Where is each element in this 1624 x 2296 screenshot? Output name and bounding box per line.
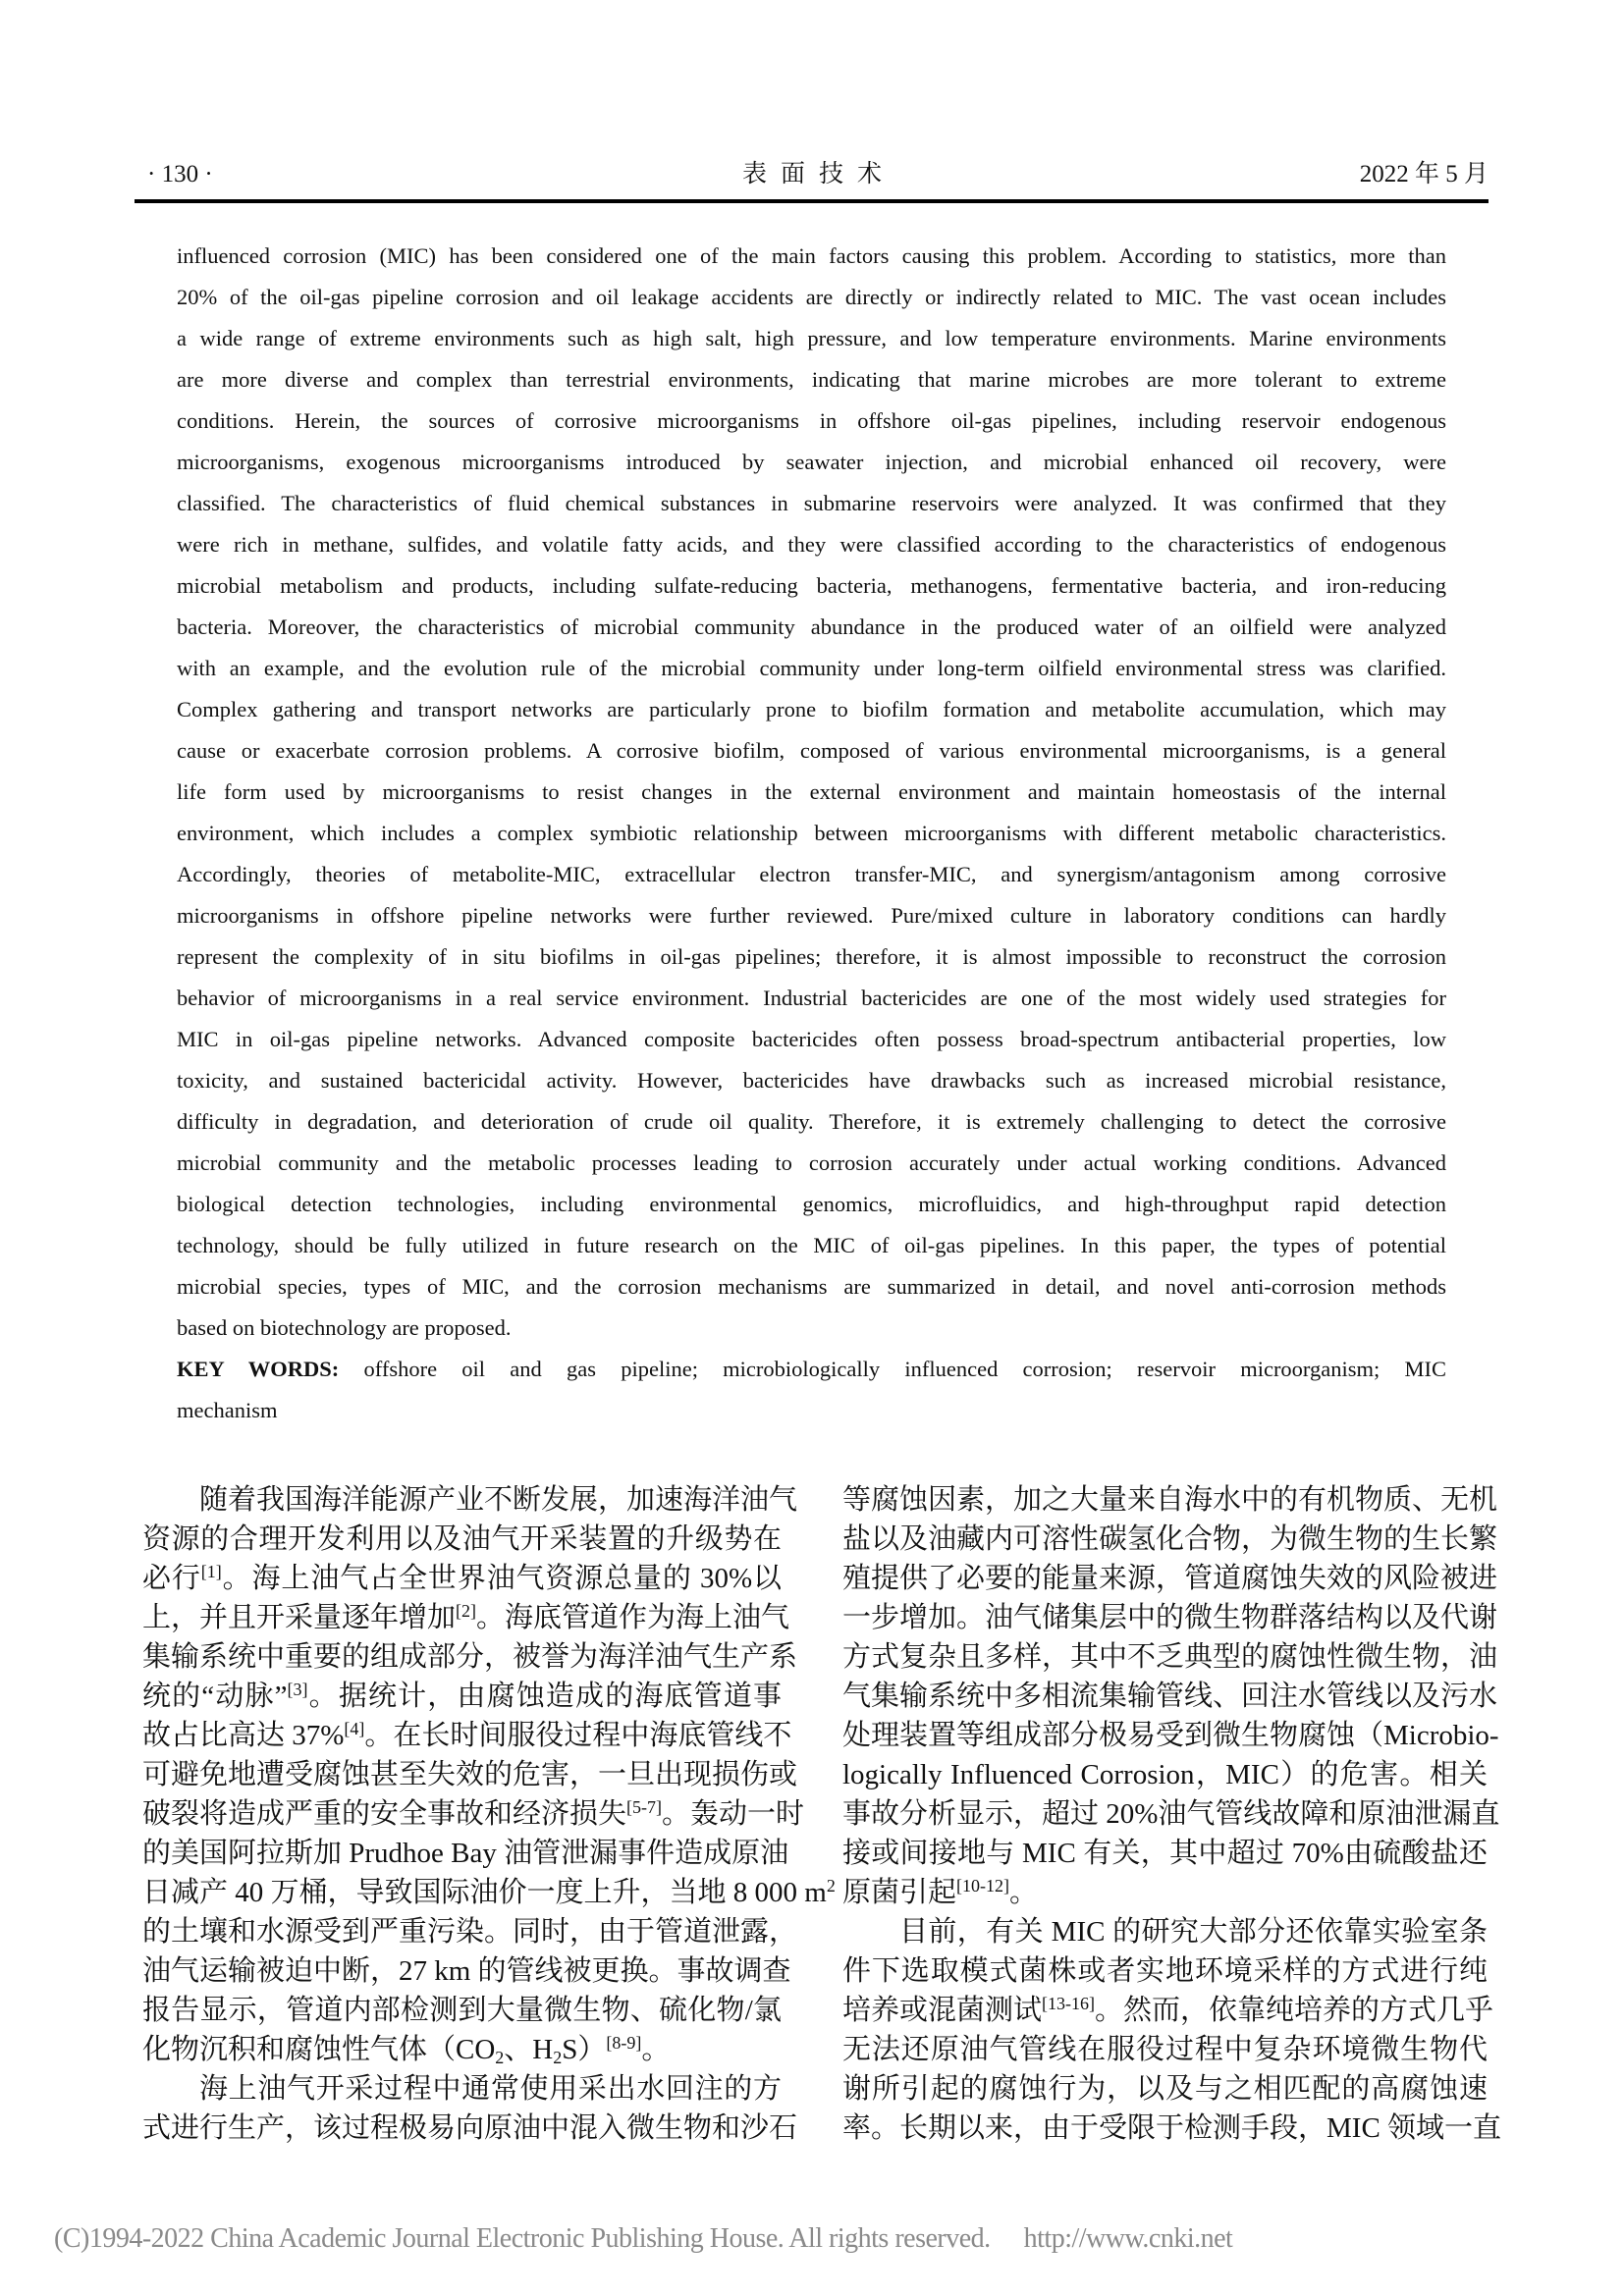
text-run: 培养或混菌测试 [842, 1995, 1043, 2026]
body-line [842, 1794, 1500, 1834]
citation-ref: [10-12] [956, 1876, 1009, 1896]
text-run: 海上油气开采过程中通常使用采出水回注的方 [199, 2073, 782, 2105]
keywords-text: offshore oil and gas pipeline; microbiologically influenced corrosion; reservoir microorganism; MIC [339, 1357, 1446, 1381]
body-line [842, 1834, 1488, 1873]
abstract-line: classified. The characteristics of fluid chemical substances in submarine reservoirs were analyzed. It was confirmed that they [177, 491, 1446, 515]
text-run: S） [562, 2034, 607, 2065]
body-line [842, 1520, 1498, 1559]
text-run: 。海底管道作为海上油气 [476, 1602, 790, 1633]
body-line [842, 2109, 1502, 2148]
abstract-line: microorganisms, exogenous microorganisms introduced by seawater injection, and microbial enhanced oil recovery, were [177, 450, 1446, 474]
body-line [142, 1873, 836, 1912]
abstract-line: represent the complexity of in situ biofilms in oil-gas pipelines; therefore, it is almost impossible to reconstruct the corrosion [177, 944, 1446, 969]
abstract-line: Complex gathering and transport networks are particularly prone to biofilm formation and metabolite accumulation, which may [177, 697, 1446, 721]
abstract-line: conditions. Herein, the sources of corrosive microorganisms in offshore oil-gas pipelines, including reservoir endogenous [177, 408, 1446, 433]
english-abstract [177, 236, 1446, 1431]
text-run: 必行 [142, 1563, 201, 1594]
text-run: 。 [1009, 1877, 1039, 1908]
text-run: 一步增加。油气储集层中的微生物群落结构以及代谢 [842, 1602, 1498, 1633]
citation-ref: [4] [344, 1719, 365, 1738]
text-run: 。 [641, 2034, 671, 2065]
abstract-line: Accordingly, theories of metabolite-MIC, extracellular electron transfer-MIC, and synergism/antagonism among corrosive [177, 862, 1446, 886]
abstract-line: microbial metabolism and products, including sulfate-reducing bacteria, methanogens, fermentative bacteria, and iron-reducing [177, 573, 1446, 598]
body-line [142, 1912, 798, 1951]
body-line [842, 1677, 1498, 1716]
body-line [142, 1520, 782, 1559]
text-run: 式进行生产，该过程极易向原油中混入微生物和沙石 [142, 2112, 798, 2144]
text-run: 上，并且开采量逐年增加 [142, 1602, 457, 1633]
citation-ref: [13-16] [1042, 1994, 1095, 2013]
text-run: 报告显示，管道内部检测到大量微生物、硫化物/氯 [142, 1995, 782, 2026]
text-run: 资源的合理开发利用以及油气开采装置的升级势在 [142, 1523, 782, 1555]
body-line [142, 2069, 782, 2109]
text-run: 。在长时间服役过程中海底管线不 [364, 1720, 792, 1751]
body-line [142, 1480, 798, 1520]
body-column-left [142, 1480, 836, 2148]
text-run: 集输系统中重要的组成部分，被誉为海洋油气生产系 [142, 1641, 798, 1673]
text-run: 随着我国海洋能源产业不断发展，加速海洋油气 [199, 1484, 798, 1516]
text-run: 。海上油气占全世界油气资源总量的 30%以 [221, 1563, 782, 1594]
text-run: 件下选取模式菌株或者实地环境采样的方式进行纯 [842, 1955, 1488, 1987]
body-line [842, 1559, 1498, 1598]
abstract-line: bacteria. Moreover, the characteristics of microbial community abundance in the produced water of an oilfield were analyzed [177, 614, 1446, 639]
text-run: 无法还原油气管线在服役过程中复杂环境微生物代 [842, 2034, 1488, 2065]
abstract-line: life form used by microorganisms to resist changes in the external environment and maintain homeostasis of the internal [177, 779, 1446, 804]
citation-ref: 2 [826, 1876, 836, 1896]
abstract-line: a wide range of extreme environments such as high salt, high pressure, and low temperature environments. Marine environments [177, 326, 1446, 350]
citation-ref: [2] [456, 1601, 477, 1621]
body-line [842, 1716, 1499, 1755]
abstract-line: technology, should be fully utilized in future research on the MIC of oil-gas pipelines. In this paper, the types of potential [177, 1233, 1446, 1257]
text-run: 目前，有关 MIC 的研究大部分还依靠实验室条 [899, 1916, 1488, 1948]
body-line [142, 1716, 792, 1755]
abstract-line: biological detection technologies, including environmental genomics, microfluidics, and high-throughput rapid detection [177, 1192, 1446, 1216]
journal-title: 表面技术 [741, 161, 895, 187]
abstract-line: microbial community and the metabolic processes leading to corrosion accurately under actual working conditions. Advanced [177, 1150, 1446, 1175]
subscript: 2 [553, 2048, 563, 2067]
text-run: 殖提供了必要的能量来源，管道腐蚀失效的风险被进 [842, 1563, 1498, 1594]
subscript: 2 [495, 2048, 505, 2067]
body-line [842, 2069, 1488, 2109]
abstract-line: influenced corrosion (MIC) has been considered one of the main factors causing this problem. According to statistics, more than [177, 243, 1446, 268]
abstract-line: with an example, and the evolution rule of the microbial community under long-term oilfield environmental stress was clarified. [177, 656, 1446, 680]
text-run: 日减产 40 万桶，导致国际油价一度上升，当地 8 000 m [142, 1877, 827, 1908]
body-line [842, 1598, 1498, 1637]
body-line [842, 1480, 1498, 1520]
citation-ref: [1] [200, 1562, 222, 1581]
abstract-line: were rich in methane, sulfides, and volatile fatty acids, and they were classified according to the characteristics of endogenous [177, 532, 1446, 557]
body-line [142, 2030, 782, 2069]
body-line [142, 1991, 782, 2030]
abstract-line: MIC in oil-gas pipeline networks. Advanced composite bactericides often possess broad-spectrum antibacterial properties, low [177, 1027, 1446, 1051]
text-run: 的美国阿拉斯加 Prudhoe Bay 油管泄漏事件造成原油 [142, 1838, 789, 1869]
text-run: 盐以及油藏内可溶性碳氢化合物，为微生物的生长繁 [842, 1523, 1498, 1555]
body-column-right [842, 1480, 1502, 2148]
body-line [842, 1637, 1498, 1677]
abstract-line: 20% of the oil-gas pipeline corrosion and oil leakage accidents are directly or indirectly related to MIC. The vast ocean includes [177, 285, 1446, 309]
abstract-line: are more diverse and complex than terrestrial environments, indicating that marine microbes are more tolerant to extreme [177, 367, 1446, 392]
text-run: 处理装置等组成部分极易受到微生物腐蚀（Microbio- [842, 1720, 1499, 1751]
text-run: 破裂将造成严重的安全事故和经济损失 [142, 1798, 627, 1830]
body-line [142, 1559, 782, 1598]
copyright-footer [54, 2223, 1232, 2255]
body-line [842, 1991, 1494, 2030]
text-run: 。据统计，由腐蚀造成的海底管道事 [307, 1681, 782, 1712]
keywords-line [177, 1349, 1446, 1390]
text-run: 方式复杂且多样，其中不乏典型的腐蚀性微生物，油 [842, 1641, 1498, 1673]
keywords-line-continued: mechanism [177, 1398, 278, 1422]
text-run: 原菌引起 [842, 1877, 957, 1908]
page-number: · 130 · [147, 161, 213, 187]
text-run: 、H [504, 2034, 554, 2065]
citation-ref: [3] [287, 1680, 308, 1699]
text-run: 等腐蚀因素，加之大量来自海水中的有机物质、无机 [842, 1484, 1498, 1516]
header-rule [135, 199, 1489, 203]
body-line [142, 2109, 798, 2148]
body-line [842, 1873, 1488, 1912]
text-run: 接或间接地与 MIC 有关，其中超过 70%由硫酸盐还 [842, 1838, 1488, 1869]
text-run: 化物沉积和腐蚀性气体（CO [142, 2034, 496, 2065]
text-run: 统的“动脉” [142, 1681, 288, 1712]
text-run: 事故分析显示，超过 20%油气管线故障和原油泄漏直 [842, 1798, 1500, 1830]
text-run: 的土壤和水源受到严重污染。同时，由于管道泄露， [142, 1916, 798, 1948]
cnki-link[interactable]: http://www.cnki.net [1023, 2223, 1233, 2254]
text-run: 油气运输被迫中断，27 km 的管线被更换。事故调查 [142, 1955, 791, 1987]
abstract-body [177, 236, 1446, 1349]
body-line [142, 1637, 798, 1677]
body-line [142, 1677, 782, 1716]
abstract-line: difficulty in degradation, and deterioration of crude oil quality. Therefore, it is extremely challenging to detect the corrosive [177, 1109, 1446, 1134]
abstract-line: microorganisms in offshore pipeline networks were further reviewed. Pure/mixed culture in laboratory conditions can hardly [177, 903, 1446, 928]
body-line [142, 1598, 790, 1637]
body-line [142, 1834, 789, 1873]
keywords-label: KEY WORDS: [177, 1357, 340, 1381]
abstract-line: environment, which includes a complex symbiotic relationship between microorganisms with different metabolic characteristics. [177, 821, 1446, 845]
body-line [842, 1755, 1488, 1794]
text-run: logically Influenced Corrosion，MIC）的危害。相关 [842, 1759, 1488, 1790]
abstract-line: cause or exacerbate corrosion problems. A corrosive biofilm, composed of various environmental microorganisms, is a general [177, 738, 1446, 763]
text-run: 气集输系统中多相流集输管线、回注水管线以及污水 [842, 1681, 1498, 1712]
body-line [142, 1794, 805, 1834]
text-run: 。轰动一时 [662, 1798, 805, 1830]
text-run: 。然而，依靠纯培养的方式几乎 [1095, 1995, 1494, 2026]
abstract-line: microbial species, types of MIC, and the corrosion mechanisms are summarized in detail, and novel anti-corrosion methods [177, 1274, 1446, 1299]
abstract-line: toxicity, and sustained bactericidal activity. However, bactericides have drawbacks such as increased microbial resistance, [177, 1068, 1446, 1093]
body-line [142, 1755, 798, 1794]
text-run: 可避免地遭受腐蚀甚至失效的危害，一旦出现损伤或 [142, 1759, 798, 1790]
abstract-line: behavior of microorganisms in a real service environment. Industrial bactericides are one of the most widely used strategies for [177, 986, 1446, 1010]
body-line [842, 2030, 1488, 2069]
issue-date: 2022 年 5 月 [1359, 161, 1489, 187]
text-run: 故占比高达 37% [142, 1720, 345, 1751]
text-run: 率。长期以来，由于受限于检测手段，MIC 领域一直 [842, 2112, 1502, 2144]
body-line [842, 1912, 1488, 1951]
body-line [842, 1951, 1488, 1991]
citation-ref: [8-9] [606, 2033, 642, 2053]
copyright-text: (C)1994-2022 China Academic Journal Electronic Publishing House. All rights reserved. [54, 2223, 991, 2254]
text-run: 谢所引起的腐蚀行为，以及与之相匹配的高腐蚀速 [842, 2073, 1488, 2105]
body-line [142, 1951, 791, 1991]
abstract-line: based on biotechnology are proposed. [177, 1315, 512, 1340]
citation-ref: [5-7] [626, 1797, 662, 1817]
